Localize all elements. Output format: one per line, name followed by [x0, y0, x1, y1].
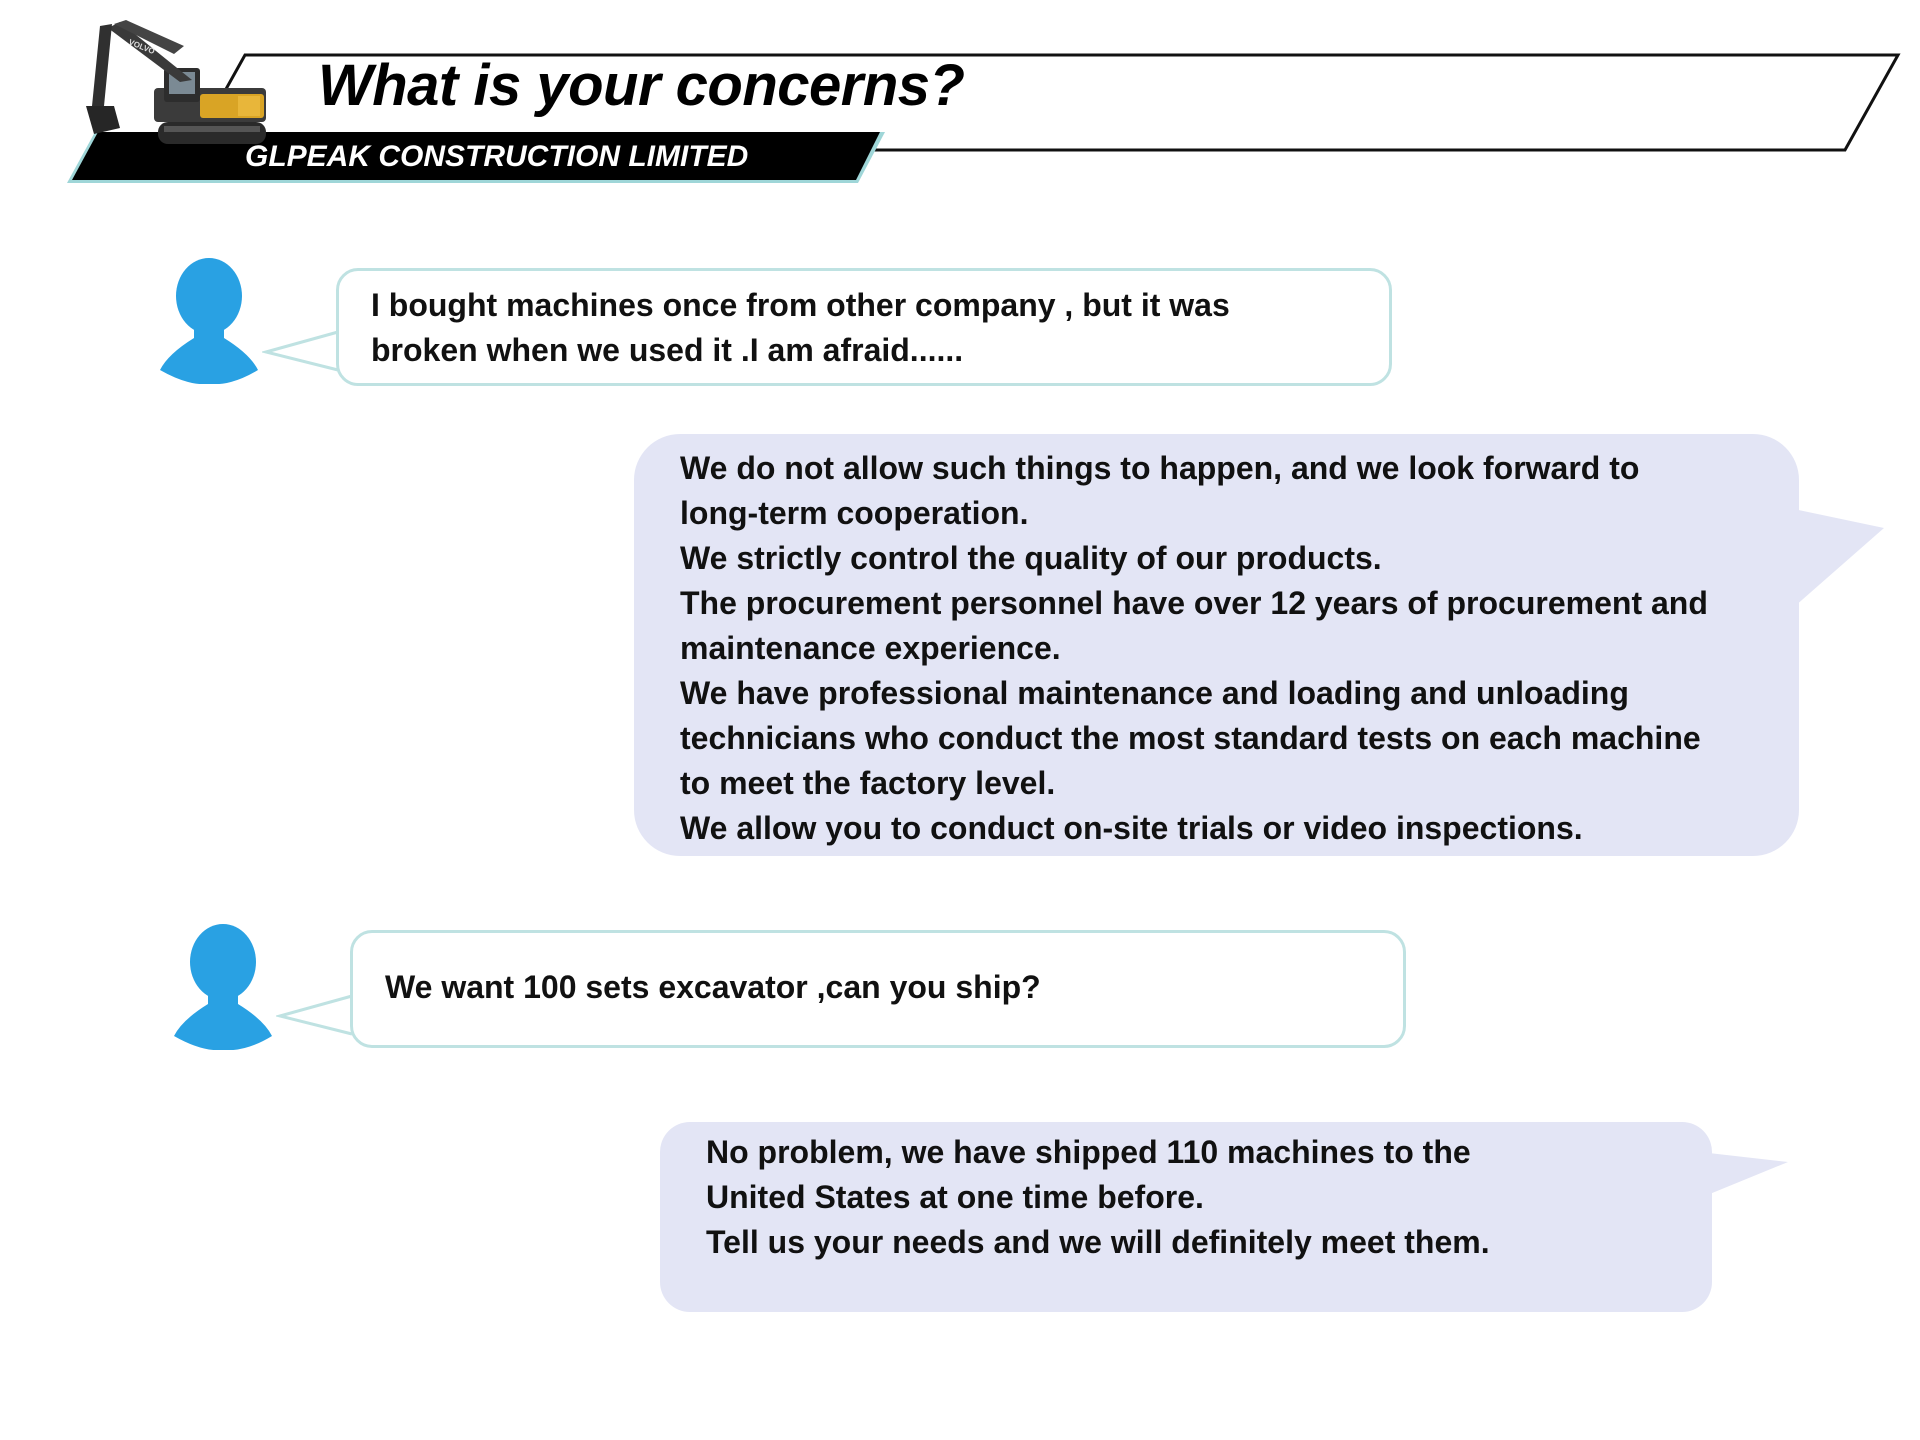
message-line: We have professional maintenance and loading and unloading: [680, 675, 1629, 711]
message-line: maintenance experience.: [680, 630, 1061, 666]
company-name: GLPEAK CONSTRUCTION LIMITED: [245, 140, 749, 173]
message-line: Tell us your needs and we will definitely meet them.: [706, 1224, 1490, 1260]
message-line: No problem, we have shipped 110 machines to the: [706, 1134, 1471, 1170]
message-line: broken when we used it .I am afraid......: [371, 332, 964, 368]
customer-message: [336, 268, 1392, 386]
bubble-tail: [262, 330, 340, 374]
company-message: [660, 1122, 1712, 1312]
customer-message: [350, 930, 1406, 1048]
message-line: The procurement personnel have over 12 years of procurement and: [680, 585, 1708, 621]
message-line: We want 100 sets excavator ,can you ship?: [385, 969, 1041, 1005]
bubble-tail: [276, 994, 354, 1038]
excavator-brand: VOLVO: [127, 37, 157, 57]
message-line: technicians who conduct the most standard tests on each machine: [680, 720, 1701, 756]
customer-avatar-icon: [158, 258, 260, 384]
page-title: What is your concerns?: [318, 53, 965, 118]
header-banner: [0, 0, 1920, 200]
customer-avatar-icon: [172, 924, 274, 1050]
message-line: United States at one time before.: [706, 1179, 1204, 1215]
bubble-tail: [1770, 500, 1886, 630]
bubble-tail: [1700, 1150, 1790, 1200]
message-line: long-term cooperation.: [680, 495, 1029, 531]
company-message: [634, 434, 1799, 856]
message-line: to meet the factory level.: [680, 765, 1056, 801]
message-line: We strictly control the quality of our products.: [680, 540, 1382, 576]
message-line: We allow you to conduct on-site trials or video inspections.: [680, 810, 1583, 846]
message-line: We do not allow such things to happen, and we look forward to: [680, 450, 1640, 486]
excavator-image: [80, 10, 280, 150]
message-line: I bought machines once from other company , but it was: [371, 287, 1230, 323]
